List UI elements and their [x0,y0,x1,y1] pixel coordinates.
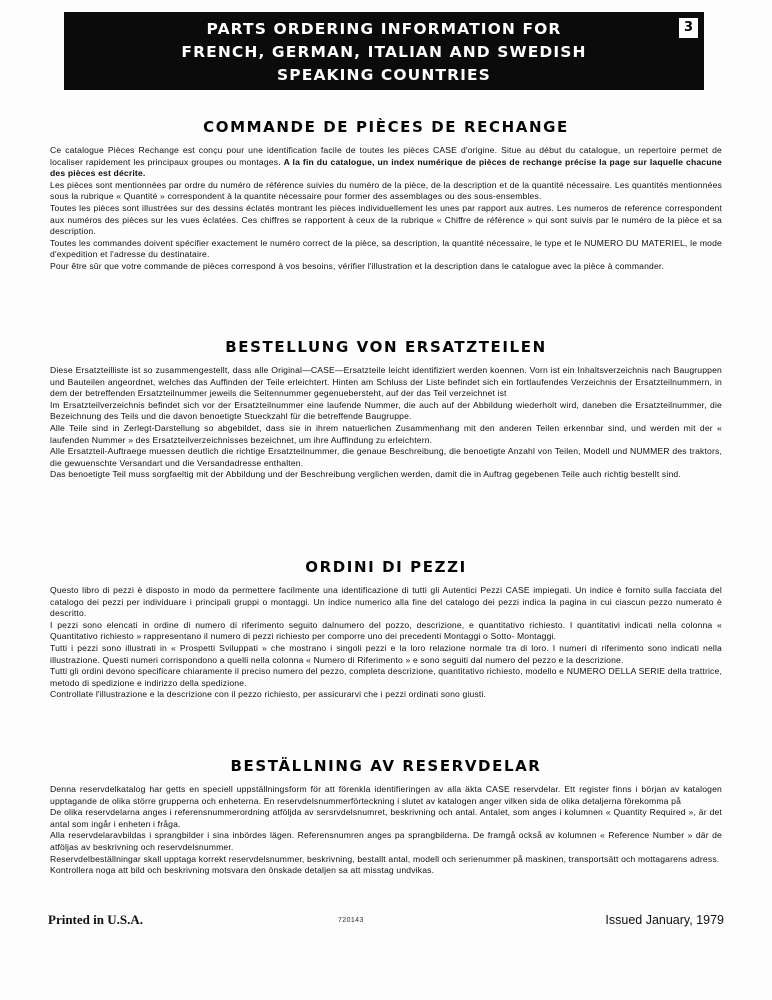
paragraph: Ce catalogue Pièces Rechange est conçu pour une identification facile de toutes les pièces CASE d'origine. Situe au début du catalogue, un repertoire permet de localiser rapidement les principaux groupes ou montages. A la fin du catalogue, un index numérique de pièces de rechange précise la page sur laquelle chacune des pièces est décrite. [50,145,722,179]
paragraph: Les pièces sont mentionnées par ordre du numéro de référence suivies du numéro de la pièce, de la description et de la quantité nécessaire. Les quantités mentionnées sous la rubrique « Quantité » correspondent à la quantite nécessaire pour former des assemblages ou des sous-ensembles. [50,179,722,202]
paragraph: I pezzi sono elencati in ordine di numero di riferimento seguito dalnumero del pozzo, descrizione, e quantitativo richiesto. I quantitativi indicati nella colonna « Quantitativo richiesto » rappresentano il numero di pezzi richiesto per comporre uno dei precedenti Montaggi o Sotto- Montaggi. [50,619,722,642]
paragraph: Controllate l'illustrazione e la descrizione con il pezzo richiesto, per assicurarvi che i pezzi ordinati sono giusti. [50,689,487,700]
page-number-badge: 3 [679,18,698,38]
page-footer [48,912,724,934]
paragraph: Das benoetigte Teil muss sorgfaeltig mit der Abbildung und der Beschreibung verglichen werden, damit die in Auftrag gegebenen Teile auch richtig bestellt sind. [50,469,681,480]
paragraph: Alle Teile sind in Zerlegt-Darstellung so abgebildet, dass sie in ihrem natuerlichen Zusammenhang mit den anderen Teilen erkennbar sind, und werden mit der « laufenden Nummer » des Ersatzteilverzeichnisses bezeichnet, um ihre Auffindung zu erleichtern. [50,422,722,445]
section-title-italian: ORDINI DI PEZZI [305,558,467,576]
section-title-german: BESTELLUNG VON ERSATZTEILEN [225,338,547,356]
paragraph: Denna reservdelkatalog har getts en speciell uppställningsform för att förenkla identifieringen av alla äkta CASE reservdelar. Ett register finns i början av katalogen upptagande de olika större grupperna och enheterna. En reservdelsnummerförteckning i slutet av katalogen anger vilken sida de olika detaljerna förekomma på [50,784,722,806]
header-line-2: FRENCH, GERMAN, ITALIAN AND SWEDISH [181,43,587,61]
section-title-swedish: BESTÄLLNING AV RESERVDELAR [230,757,542,775]
paragraph: Kontrollera noga att bild och beskrivning motsvara den önskade detaljen sa att misstag undvikas. [50,865,435,876]
header-line-3: SPEAKING COUNTRIES [277,66,491,84]
section-italian [50,558,722,701]
paragraph: Toutes les pièces sont illustrées sur des dessins éclatés montrant les pièces individuellement les unes par rapport aux autres. Les numeros de reference correspondent aux numéros des pièces sur les vues éclatées. Ces chiffres se rapportent à ceux de la rubrique « Chiffre de référence » qui sont suivis par le numéro de la pièce et sa description. [50,202,722,237]
paragraph: Questo libro di pezzi è disposto in modo da permettere facilmente una identificazione di tutti gli Autentici Pezzi CASE impiegati. Un indice è fornito sulla facciata del catalogo dei pezzi per individuare i principali gruppi o montaggi. Un indice numerico alla fine del catalogo dei pezzi indica la pagina in cui ciascun pezzo numerato è descritto. [50,585,722,619]
section-body-french [50,145,722,273]
section-body-german [50,365,722,481]
footer-form-number: 720143 [338,917,364,924]
paragraph: Im Ersatzteilverzeichnis befindet sich vor der Ersatzteilnummer eine laufende Nummer, die auch auf der Abbildung wiederholt wird, daneben die Ersatzteilnummer, die Bezeichnung des Teils und die davon benoetigte Stueckzahl für die betreffende Baugruppe. [50,399,722,422]
footer-issued-date: Issued January, 1979 [605,913,724,927]
paragraph: Toutes les commandes doivent spécifier exactement le numéro correct de la pièce, sa description, la quantité nécessaire, le type et le NUMERO DU MATERIEL, le mode d'expedition et l'adresse du destinataire. [50,237,722,260]
paragraph: Alle Ersatzteil-Auftraege muessen deutlich die richtige Ersatzteilnummer, die genaue Beschreibung, die benoetigte Anzahl von Teilen, Modell und NUMMER des traktors, die gewuenschte Versandart und die Versandadresse enthalten. [50,446,722,468]
section-swedish [50,757,722,877]
section-title-french: COMMANDE DE PIÈCES DE RECHANGE [203,118,569,136]
paragraph: De olika reservdelarna anges i referensnummerordning atföljda av sersrvdelsnumret, beskrivning och antal. Antalet, som anges i kolumnen « Quantity Required », är det antal som ingår i enheten i fråga. [50,807,722,829]
paragraph: Tutti gli ordini devono specificare chiaramente il preciso numero del pezzo, completa descrizione, quantitativo richiesto, modello e NUMERO DELLA SERIE della trattrice, metodo di spedizione e indirizzo della spedizione. [50,666,722,688]
section-french [50,118,722,273]
section-body-swedish [50,784,722,877]
paragraph: Tutti i pezzi sono illustrati in « Prospetti Sviluppati » che mostrano i singoli pezzi e la loro relazione normale tra di loro. I numeri di riferimento sono indicati nella illustrazione. Questi numeri corrispondono a quelli nella colonna « Numero di Riferimento » e sono seguiti dal numero del pezzo e la descrizione. [50,642,722,665]
footer-printed-in: Printed in U.S.A. [48,912,143,927]
paragraph: Diese Ersatzteilliste ist so zusammengestellt, dass alle Original—CASE—Ersatzteile leicht identifiziert werden koennen. Vorn ist ein Inhaltsverzeichnis nach Baugruppen und Bauteilen angeordnet, welches das Auffinden der Teile erleichtert. Hinten am Schluss der Liste befindet sich ein fortlaufendes Verzeichnis der Ersatzteilnummern, in dem der betreffenden Ersatzteilnummer jeweils die Seitennummer gegenuebersteht, auf der das Teil verzeichnet ist [50,365,722,399]
paragraph: Alla reservdelaravbildas i sprangbilder i sina inbördes lägen. Referensnumren anges pa sprangbilderna. De framgå också av kolumnen « Reference Number » där de atföljas av beskrivning och reservdelsnummer. [50,830,722,852]
header-banner [64,12,704,90]
paragraph: Reservdelbeställningar skall upptaga korrekt reservdelsnummer, beskrivning, bestallt antal, modell och serienummer på maskinen, transportsätt och mottagarens adress. [50,853,720,864]
header-line-1: PARTS ORDERING INFORMATION FOR [206,20,562,38]
section-german [50,338,722,481]
paragraph: Pour être sûr que votre commande de pièces correspond à vos besoins, vérifier l'illustration et la description dans le catalogue avec la pièce à commander. [50,260,664,271]
section-body-italian [50,585,722,701]
emphasized-text: A la fin du catalogue, un index numérique de pièces de rechange précise la page sur laquelle chacune des pièces est décrite. [50,156,722,179]
